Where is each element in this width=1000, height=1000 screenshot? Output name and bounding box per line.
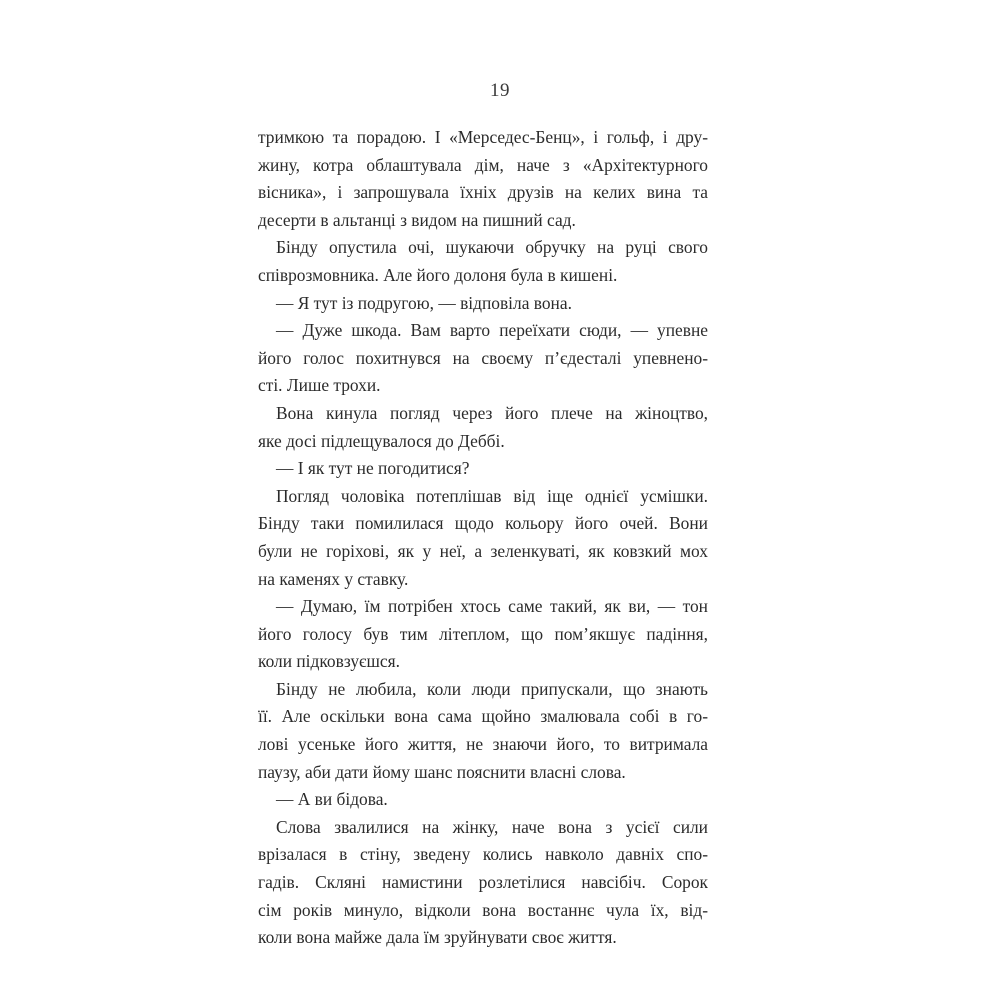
text-line: Вона кинула погляд через його плече на жіноцтво, — [276, 402, 708, 423]
text-line: паузу, аби дати йому шанс пояснити власні слова. — [258, 761, 626, 782]
text-line: коли підковзуєшся. — [258, 651, 400, 672]
text-line: Бінду таки помилилася щодо кольору його очей. Вони — [258, 513, 708, 534]
text-line: врізалася в стіну, зведену колись навколо давніх спо- — [258, 844, 708, 865]
text-line: яке досі підлещувалося до Деббі. — [258, 430, 505, 451]
text-line: — Дуже шкода. Вам варто переїхати сюди, — упевне — [276, 320, 708, 341]
text-line: жину, котра облаштувала дім, наче з «Архітектурного — [258, 154, 708, 175]
text-line: її. Але оскільки вона сама щойно змалювала собі в го- — [258, 706, 708, 727]
text-line: Слова звалилися на жінку, наче вона з усієї сили — [276, 816, 708, 837]
paragraph — [258, 124, 708, 234]
text-line: — А ви бідова. — [276, 789, 388, 810]
text-line: його голос похитнувся на своєму п’єдесталі упевнено- — [258, 347, 708, 368]
text-line: — Думаю, їм потрібен хтось саме такий, як ви, — тон — [276, 596, 708, 617]
text-line: сті. Лише трохи. — [258, 375, 381, 396]
text-line: його голосу був тим літеплом, що пом’якшує падіння, — [258, 623, 708, 644]
paragraph — [258, 814, 708, 952]
paragraph — [258, 317, 708, 400]
paragraph — [258, 676, 708, 786]
text-line: — І як тут не погодитися? — [276, 458, 470, 479]
text-line: коли вона майже дала їм зруйнувати своє життя. — [258, 927, 617, 948]
text-line: співрозмовника. Але його долоня була в кишені. — [258, 264, 618, 285]
paragraph — [258, 593, 708, 676]
text-line: — Я тут із подругою, — відповіла вона. — [276, 292, 572, 313]
paragraph — [258, 290, 708, 318]
text-line: лові усеньке його життя, не знаючи його, то витримала — [258, 734, 708, 755]
text-line: Бінду не любила, коли люди припускали, що знають — [276, 678, 708, 699]
paragraph — [258, 786, 708, 814]
text-line: тримкою та порадою. І «Мерседес-Бенц», і гольф, і дру- — [258, 127, 708, 147]
text-line: гадів. Скляні намистини розлетілися навсібіч. Сорок — [258, 872, 708, 893]
text-line: Погляд чоловіка потеплішав від іще однієї усмішки. — [276, 485, 708, 506]
paragraph — [258, 400, 708, 455]
text-line: були не горіхові, як у неї, а зеленкуваті, як ковзкий мох — [258, 540, 708, 561]
paragraph — [258, 234, 708, 289]
text-line: вісника», і запрошувала їхніх друзів на келих вина та — [258, 182, 708, 203]
text-line: на каменях у ставку. — [258, 568, 409, 589]
paragraph — [258, 483, 708, 593]
body-text — [258, 124, 708, 952]
page-number: 19 — [490, 80, 510, 101]
text-line: сім років минуло, відколи вона востаннє чула їх, від- — [258, 899, 708, 920]
text-line: десерти в альтанці з видом на пишний сад. — [258, 209, 576, 230]
text-line: Бінду опустила очі, шукаючи обручку на руці свого — [276, 237, 708, 258]
paragraph — [258, 455, 708, 483]
